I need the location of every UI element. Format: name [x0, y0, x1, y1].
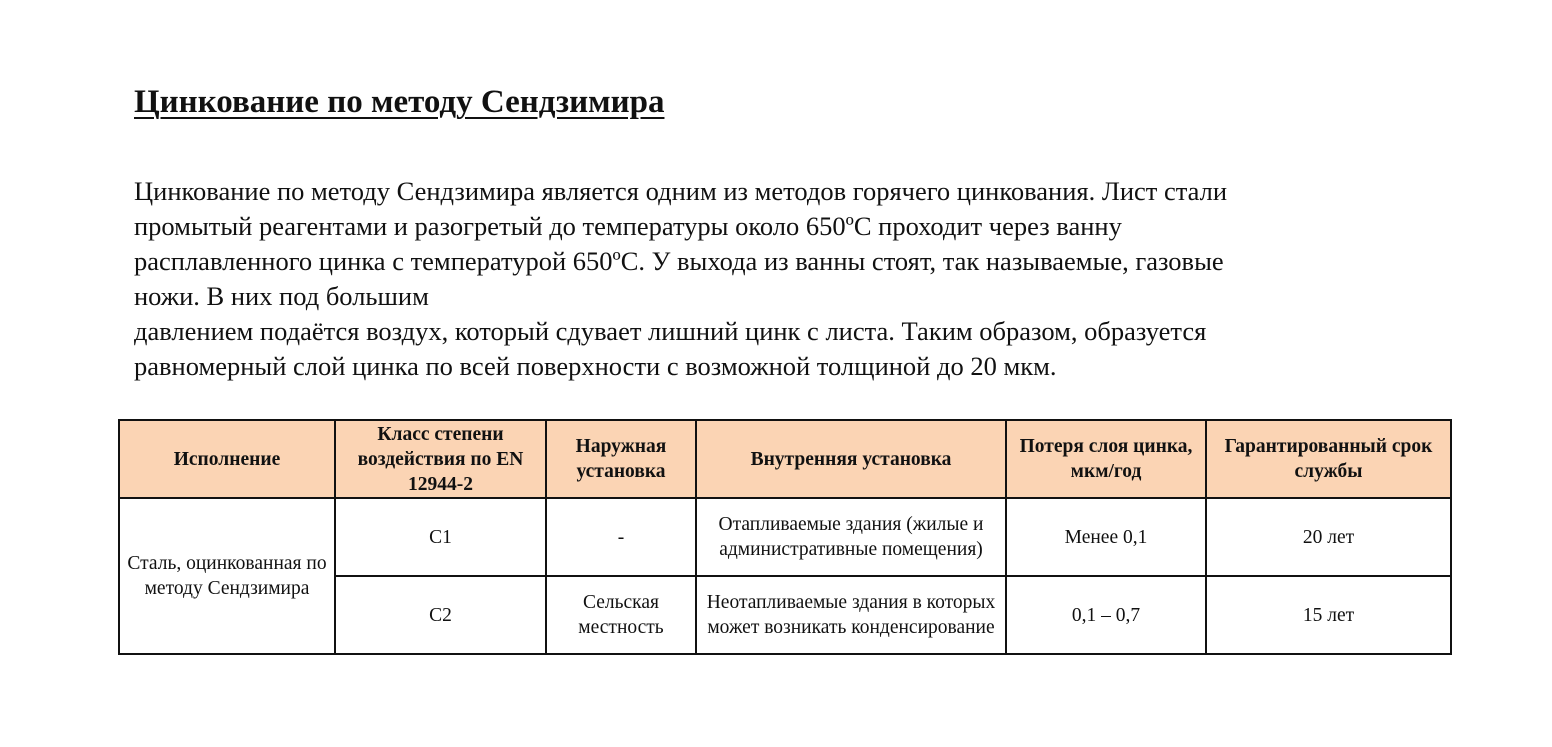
header-life: Гарантированный срок службы [1206, 420, 1451, 498]
table-row [119, 498, 1451, 576]
paragraph-line: промытый реагентами и разогретый до температуры около 650ºС проходит через ванну [134, 211, 1122, 241]
spec-table [118, 419, 1452, 655]
cell-execution: Сталь, оцинкованная по методу Сендзимира [119, 498, 335, 654]
paragraph-line: давлением подаётся воздух, который сдувает лишний цинк с листа. Таким образом, образуется [134, 316, 1207, 346]
header-class: Класс степени воздействия по EN 12944-2 [335, 420, 546, 498]
cell-indoor: Отапливаемые здания (жилые и административные помещения) [696, 498, 1006, 576]
header-indoor: Внутренняя установка [696, 420, 1006, 498]
header-execution: Исполнение [119, 420, 335, 498]
description-paragraph [134, 174, 1454, 384]
paragraph-line: ножи. В них под большим [134, 281, 429, 311]
cell-class: С1 [335, 498, 546, 576]
cell-loss: 0,1 – 0,7 [1006, 576, 1206, 654]
cell-indoor: Неотапливаемые здания в которых может возникать конденсирование [696, 576, 1006, 654]
cell-class: С2 [335, 576, 546, 654]
cell-life: 20 лет [1206, 498, 1451, 576]
cell-loss: Менее 0,1 [1006, 498, 1206, 576]
table-header-row [119, 420, 1451, 498]
cell-outdoor: Сельская местность [546, 576, 696, 654]
cell-life: 15 лет [1206, 576, 1451, 654]
paragraph-line: равномерный слой цинка по всей поверхности с возможной толщиной до 20 мкм. [134, 351, 1057, 381]
cell-outdoor: - [546, 498, 696, 576]
header-loss: Потеря слоя цинка, мкм/год [1006, 420, 1206, 498]
page-title: Цинкование по методу Сендзимира [134, 84, 665, 120]
header-outdoor: Наружная установка [546, 420, 696, 498]
paragraph-line: расплавленного цинка с температурой 650ºС. У выхода из ванны стоят, так называемые, газовые [134, 246, 1224, 276]
paragraph-line: Цинкование по методу Сендзимира является одним из методов горячего цинкования. Лист стали [134, 176, 1228, 206]
